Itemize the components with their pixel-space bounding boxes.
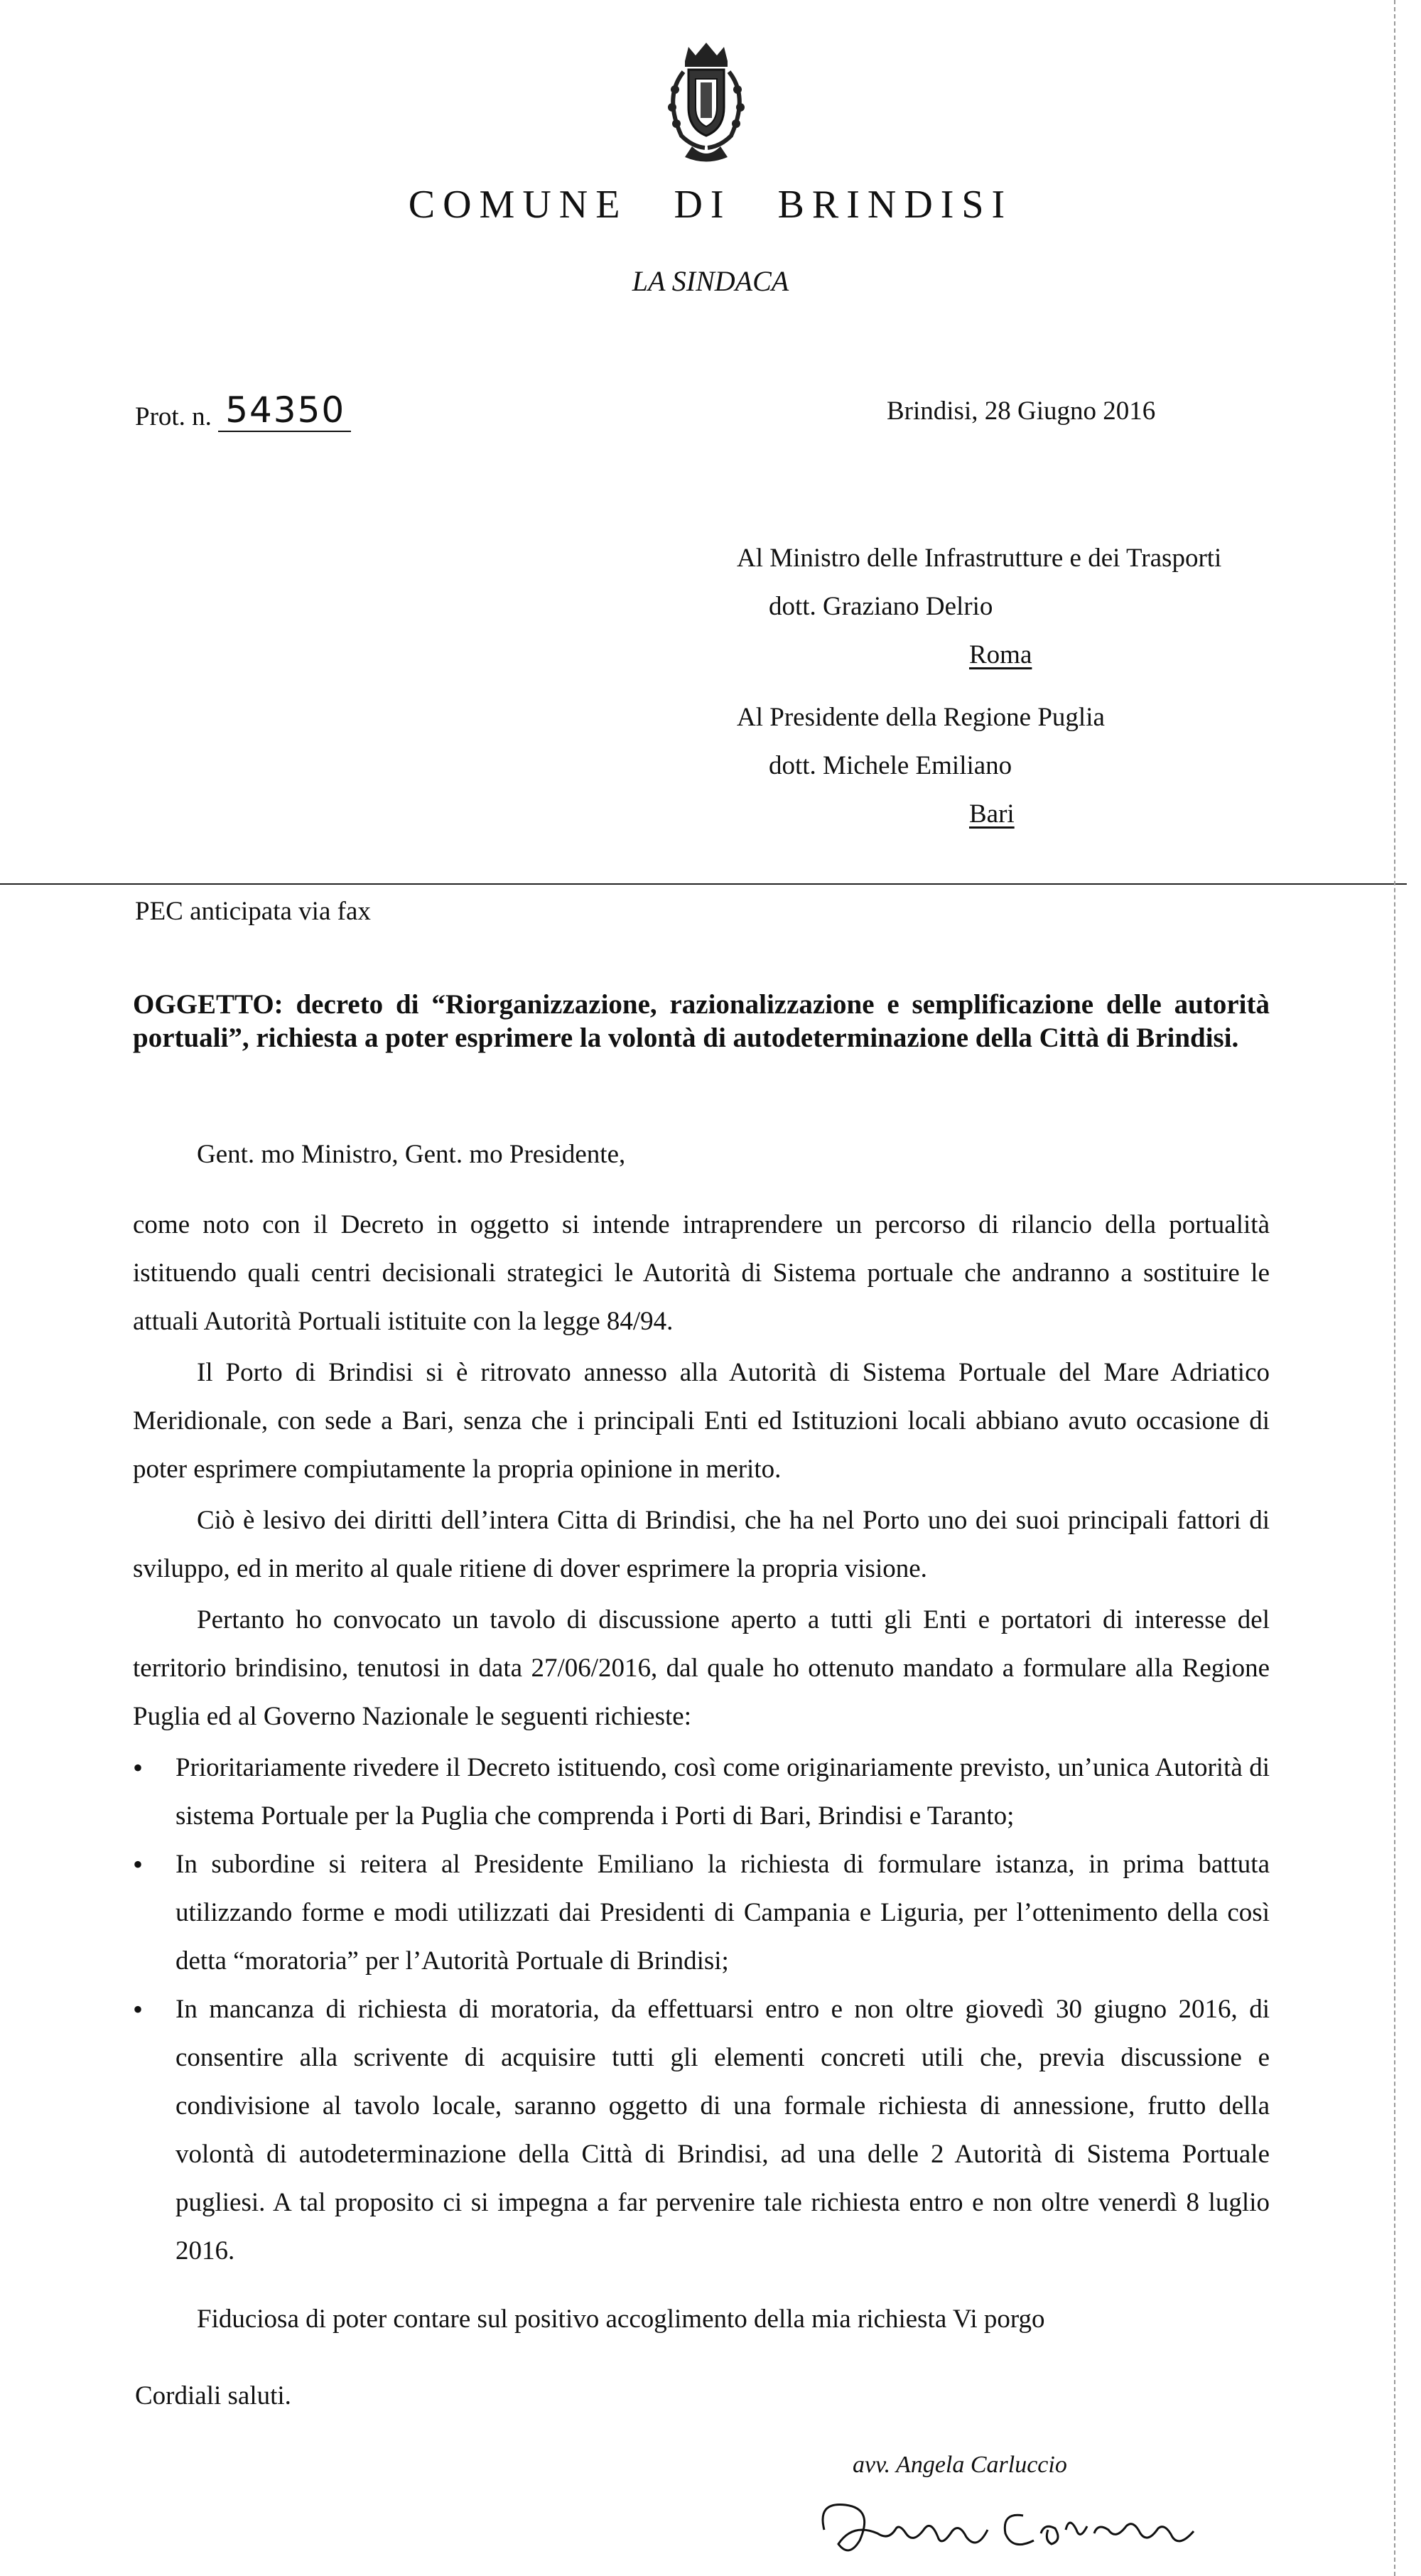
- recipient-name: dott. Michele Emiliano: [769, 751, 1012, 780]
- paragraph: come noto con il Decreto in oggetto si intende intraprendere un percorso di rilancio della portualità istituendo quali centri decisionali strategici le Autorità di Sistema portuale che andranno a sostituire le attuali Autorità Portuali istituite con la legge 84/94.: [133, 1210, 1270, 1336]
- recipient-city: Bari: [969, 799, 1015, 829]
- list-item: • In mancanza di richiesta di moratoria, da effettuarsi entro e non oltre giovedì 30 giugno 2016, di consentire alla scrivente di acquisire tutti gli elementi concreti utili che, previa discussione e condivisione al tavolo locale, saranno oggetto di una formale richiesta di annessione, frutto della volontà di autodeterminazione della Città di Brindisi, ad una delle 2 Autorità di Sistema Portuale pugliesi. A tal proposito ci si impegna a far pervenire tale richiesta entro e non oltre venerdì 8 luglio 2016.: [133, 1985, 1270, 2275]
- recipient-title: Al Ministro delle Infrastrutture e dei Trasporti: [737, 544, 1222, 573]
- list-item: • In subordine si reitera al Presidente Emiliano la richiesta di formulare istanza, in prima battuta utilizzando forme e modi utilizzati dai Presidenti di Campania e Liguria, per l’ottenimento della così detta “moratoria” per l’Autorità Portuale di Brindisi;: [133, 1841, 1270, 1985]
- regards: Cordiali saluti.: [135, 2381, 291, 2410]
- office-subtitle: LA SINDACA: [632, 265, 789, 297]
- recipient-title: Al Presidente della Regione Puglia: [737, 703, 1105, 732]
- paragraph: Ciò è lesivo dei diritti dell’intera Citta di Brindisi, che ha nel Porto uno dei suoi principali fattori di sviluppo, ed in merito al quale ritiene di dover esprimere la propria visione.: [133, 1506, 1270, 1583]
- subject-heading: OGGETTO: decreto di “Riorganizzazione, razionalizzazione e semplificazione delle autorità portuali”, richiesta a poter esprimere la volontà di autodeterminazione della Città di Brindisi.: [133, 989, 1270, 1053]
- requests-list: [133, 1744, 1270, 2275]
- closing-sentence: Fiduciosa di poter contare sul positivo accoglimento della mia richiesta Vi porgo: [197, 2305, 1045, 2334]
- salutation: Gent. mo Ministro, Gent. mo Presidente,: [197, 1140, 626, 1169]
- recipient-name: dott. Graziano Delrio: [769, 592, 993, 621]
- paragraph: Il Porto di Brindisi si è ritrovato annesso alla Autorità di Sistema Portuale del Mare Adriatico Meridionale, con sede a Bari, senza che i principali Enti ed Istituzioni locali abbiano avuto occasione di poter esprimere compiutamente la propria opinione in merito.: [133, 1358, 1270, 1484]
- protocol-line: [135, 389, 351, 435]
- coat-of-arms-icon: [649, 40, 763, 168]
- paragraph: Pertanto ho convocato un tavolo di discussione aperto a tutti gli Enti e portatori di interesse del territorio brindisino, tenutosi in data 27/06/2016, dal quale ho ottenuto mandato a formulare alla Regione Puglia ed al Governo Nazionale le seguenti richieste:: [133, 1605, 1270, 1731]
- signer-name: avv. Angela Carluccio: [853, 2452, 1067, 2478]
- municipality-title: COMUNE DI BRINDISI: [408, 183, 1013, 227]
- recipient-city: Roma: [969, 640, 1032, 669]
- protocol-label: Prot. n.: [135, 402, 212, 431]
- recipient-minister: [737, 534, 1221, 679]
- scan-edge-line: [1394, 0, 1395, 2576]
- pec-note: PEC anticipata via fax: [135, 897, 371, 926]
- handwritten-signature: [810, 2473, 1208, 2572]
- place-date: Brindisi, 28 Giugno 2016: [887, 397, 1156, 426]
- fax-fold-line: [0, 883, 1407, 885]
- list-item: • Prioritariamente rivedere il Decreto istituendo, così come originariamente previsto, un’unica Autorità di sistema Portuale per la Puglia che comprenda i Porti di Bari, Brindisi e Taranto;: [133, 1744, 1270, 1841]
- protocol-number: 54350: [218, 389, 351, 432]
- recipient-president: [737, 694, 1105, 839]
